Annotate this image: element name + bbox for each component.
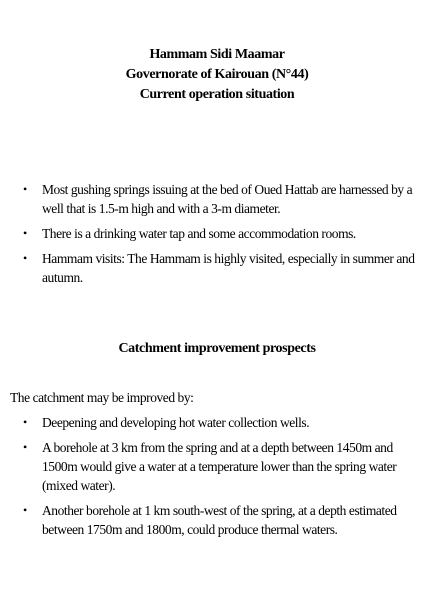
page-title: Hammam Sidi Maamar [149, 47, 285, 62]
list-item-text: Most gushing springs issuing at the bed of Oued Hattab are harnessed by a well that is 1.5-m high and with a 3-m diameter. [42, 182, 413, 216]
situation-list [23, 180, 427, 293]
prospects-heading: Catchment improvement prospects [118, 341, 316, 356]
list-item [23, 249, 427, 287]
section-subtitle: Current operation situation [139, 87, 295, 102]
list-item [23, 501, 427, 539]
list-item-text: Deepening and developing hot water collection wells. [42, 415, 310, 430]
bullet-icon: • [23, 251, 27, 265]
bullet-icon: • [23, 415, 27, 429]
list-item [23, 180, 427, 218]
bullet-icon: • [23, 226, 27, 240]
list-item-text: Another borehole at 1 km south-west of the spring, at a depth estimated between 1750m and 1800m, could produce thermal waters. [42, 503, 397, 537]
list-item-text: A borehole at 3 km from the spring and at a depth between 1450m and 1500m would give a water at a temperature lower than the spring water (mixed water). [42, 440, 397, 493]
list-item [23, 438, 427, 495]
bullet-icon: • [23, 440, 27, 454]
bullet-icon: • [23, 503, 27, 517]
list-item-text: Hammam visits: The Hammam is highly visited, especially in summer and autumn. [42, 251, 415, 285]
list-item [23, 413, 427, 432]
governorate-subtitle: Governorate of Kairouan (N°44) [125, 67, 309, 82]
title-block [0, 45, 434, 105]
prospects-intro: The catchment may be improved by: [10, 390, 194, 405]
list-item [23, 224, 427, 243]
prospects-list [23, 413, 427, 545]
bullet-icon: • [23, 182, 27, 196]
list-item-text: There is a drinking water tap and some accommodation rooms. [42, 226, 356, 241]
